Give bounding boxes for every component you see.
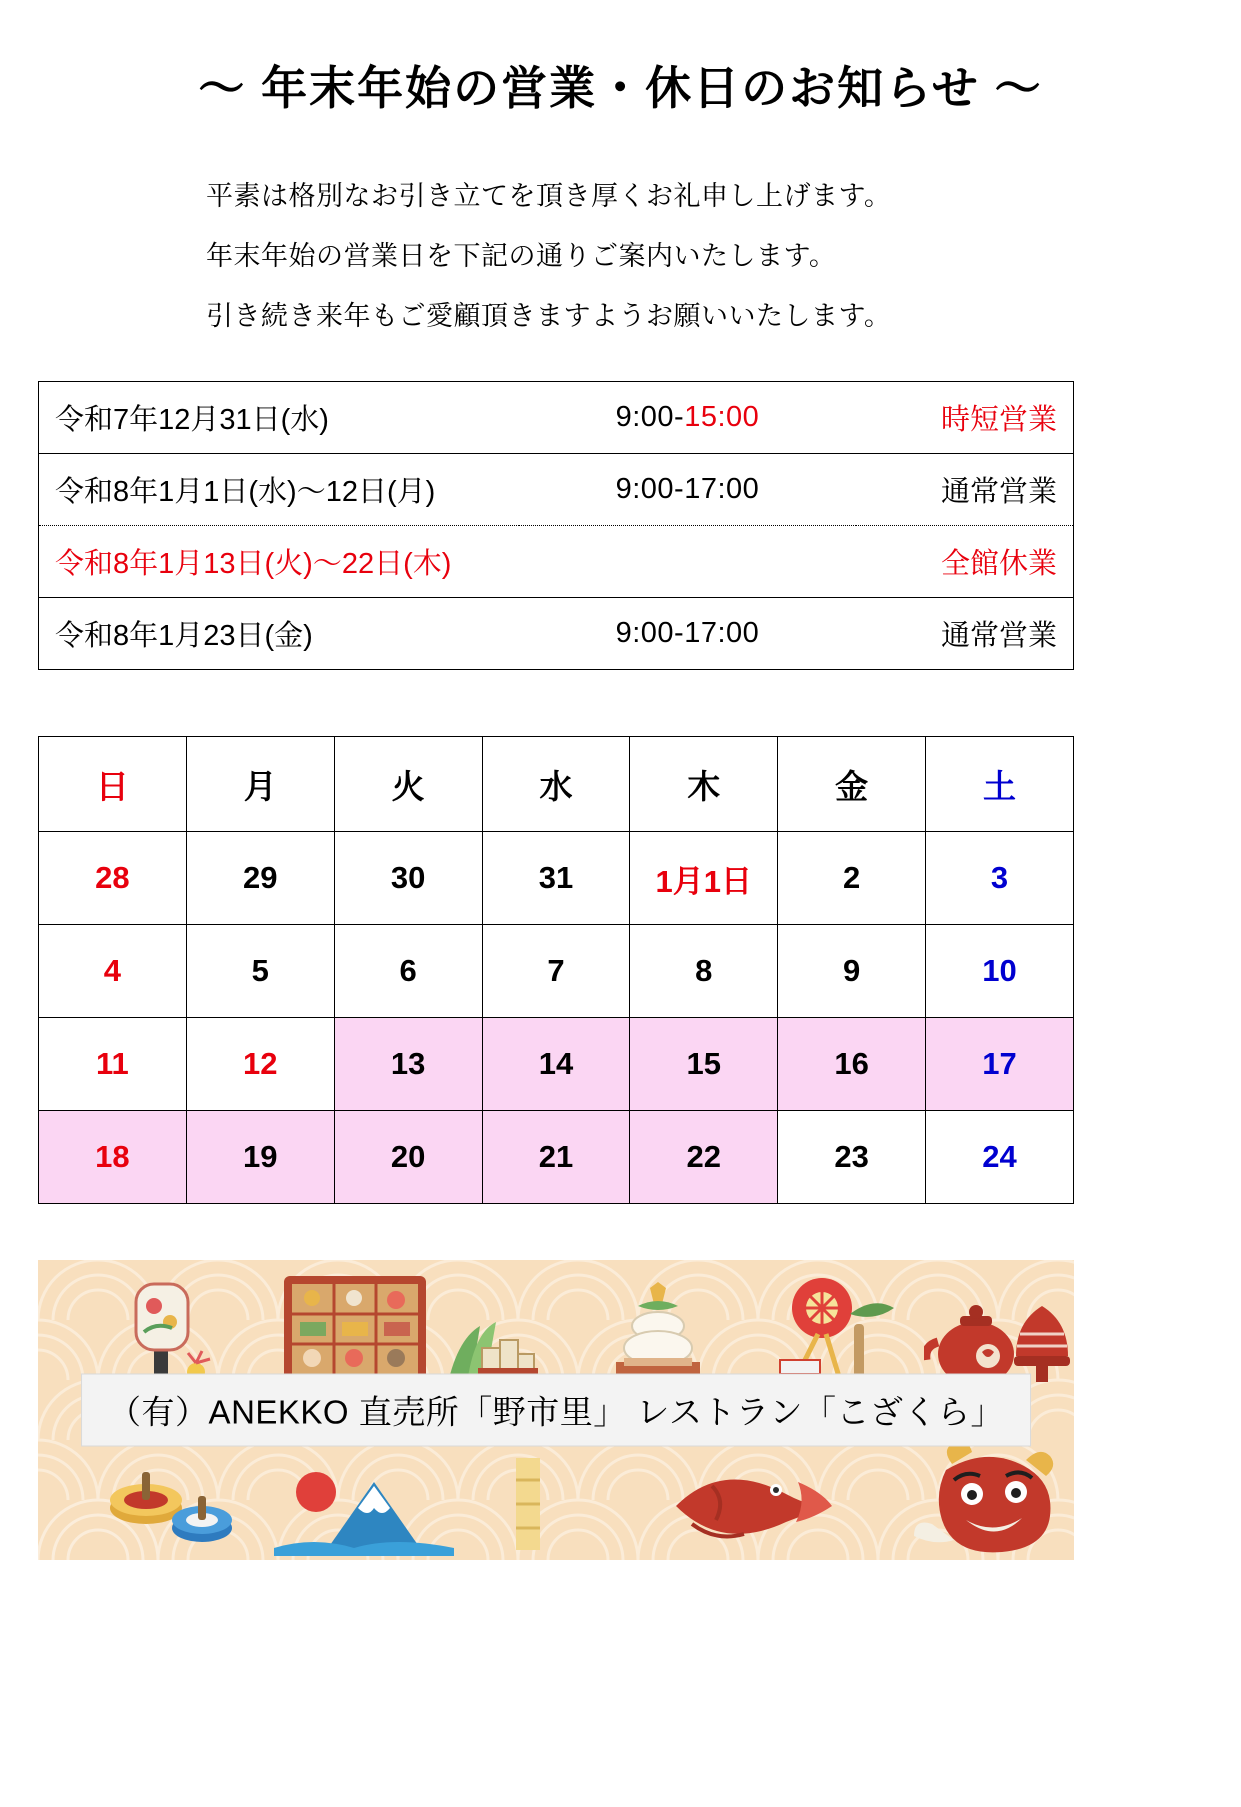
schedule-time <box>519 598 855 670</box>
calendar-weekday-header: 木 <box>630 737 778 832</box>
schedule-date: 令和7年12月31日(水) <box>39 382 520 454</box>
calendar-week-row <box>39 832 1074 925</box>
notice-page <box>0 52 1241 1807</box>
schedule-time-open: 9:00- <box>615 473 685 506</box>
schedule-time <box>519 382 855 454</box>
schedule-note: 通常営業 <box>856 454 1074 526</box>
mount-fuji-icon <box>274 1456 454 1556</box>
noshi-decoration-icon <box>490 1452 566 1556</box>
calendar-week-row <box>39 925 1074 1018</box>
calendar-weekday-header: 水 <box>482 737 630 832</box>
calendar-day-cell: 21 <box>482 1111 630 1204</box>
schedule-time-open: 9:00- <box>615 617 685 650</box>
calendar-day-cell: 30 <box>334 832 482 925</box>
calendar-weekday-header: 金 <box>778 737 926 832</box>
schedule-time <box>519 454 855 526</box>
intro-block <box>38 180 1203 333</box>
calendar-day-cell: 17 <box>926 1018 1074 1111</box>
calendar-day-cell: 16 <box>778 1018 926 1111</box>
calendar-weekday-header: 土 <box>926 737 1074 832</box>
schedule-date: 令和8年1月1日(水)〜12日(月) <box>39 454 520 526</box>
calendar-day-cell: 13 <box>334 1018 482 1111</box>
calendar-day-cell: 20 <box>334 1111 482 1204</box>
footer-banner <box>38 1260 1074 1560</box>
schedule-time-open: 9:00- <box>615 401 685 434</box>
schedule-time-close: 17:00 <box>684 473 760 506</box>
calendar-day-cell: 14 <box>482 1018 630 1111</box>
shishimai-icon <box>908 1440 1074 1560</box>
calendar-weekday-header: 日 <box>39 737 187 832</box>
schedule-row <box>39 526 1074 598</box>
schedule-note: 通常営業 <box>940 620 1057 653</box>
calendar-weekday-header: 月 <box>186 737 334 832</box>
company-name-label: （有）ANEKKO 直売所「野市里」 レストラン「こざくら」 <box>81 1374 1031 1447</box>
schedule-time-close: 17:00 <box>684 617 760 650</box>
intro-line-2: 年末年始の営業日を下記の通りご案内いたします。 <box>206 240 837 271</box>
calendar-day-cell: 23 <box>778 1111 926 1204</box>
calendar-day-cell: 9 <box>778 925 926 1018</box>
intro-line-3: 引き続き来年もご愛顧頂きますようお願いいたします。 <box>206 300 892 331</box>
schedule-note: 全館休業 <box>856 526 1074 598</box>
tai-fish-icon <box>648 1450 838 1558</box>
schedule-note: 時短営業 <box>856 382 1074 454</box>
calendar-week-row <box>39 1018 1074 1111</box>
calendar-day-cell: 7 <box>482 925 630 1018</box>
calendar-day-cell: 15 <box>630 1018 778 1111</box>
calendar-day-cell: 11 <box>39 1018 187 1111</box>
calendar-day-cell: 6 <box>334 925 482 1018</box>
intro-line-1: 平素は格別なお引き立てを頂き厚くお礼申し上げます。 <box>206 181 892 211</box>
osechi-box-icon <box>280 1270 430 1388</box>
calendar-day-cell: 31 <box>482 832 630 925</box>
calendar-week-row <box>39 1111 1074 1204</box>
calendar-day-cell: 4 <box>39 925 187 1018</box>
calendar-table <box>38 736 1074 1204</box>
calendar-day-cell: 28 <box>39 832 187 925</box>
schedule-time <box>519 526 855 598</box>
schedule-row <box>39 382 1074 454</box>
calendar-day-cell: 22 <box>630 1111 778 1204</box>
page-title: 〜 年末年始の営業・休日のお知らせ 〜 <box>198 62 1043 114</box>
schedule-table <box>38 381 1074 670</box>
calendar-header-row <box>39 737 1074 832</box>
calendar-day-cell: 29 <box>186 832 334 925</box>
calendar-day-cell: 12 <box>186 1018 334 1111</box>
calendar-day-cell: 10 <box>926 925 1074 1018</box>
calendar-weekday-header: 火 <box>334 737 482 832</box>
calendar-day-cell: 24 <box>926 1111 1074 1204</box>
schedule-date: 令和8年1月23日(金) <box>55 620 313 653</box>
calendar-day-cell: 3 <box>926 832 1074 925</box>
schedule-row <box>39 598 1074 670</box>
schedule-date: 令和8年1月13日(火)〜22日(木) <box>39 526 520 598</box>
schedule-row <box>39 454 1074 526</box>
spinning-top-icon <box>98 1436 248 1552</box>
calendar-day-cell: 2 <box>778 832 926 925</box>
calendar-day-cell: 19 <box>186 1111 334 1204</box>
schedule-time-close: 15:00 <box>684 401 760 434</box>
calendar-day-cell: 8 <box>630 925 778 1018</box>
calendar-day-cell: 5 <box>186 925 334 1018</box>
calendar-day-cell: 1月1日 <box>630 832 778 925</box>
calendar-day-cell: 18 <box>39 1111 187 1204</box>
